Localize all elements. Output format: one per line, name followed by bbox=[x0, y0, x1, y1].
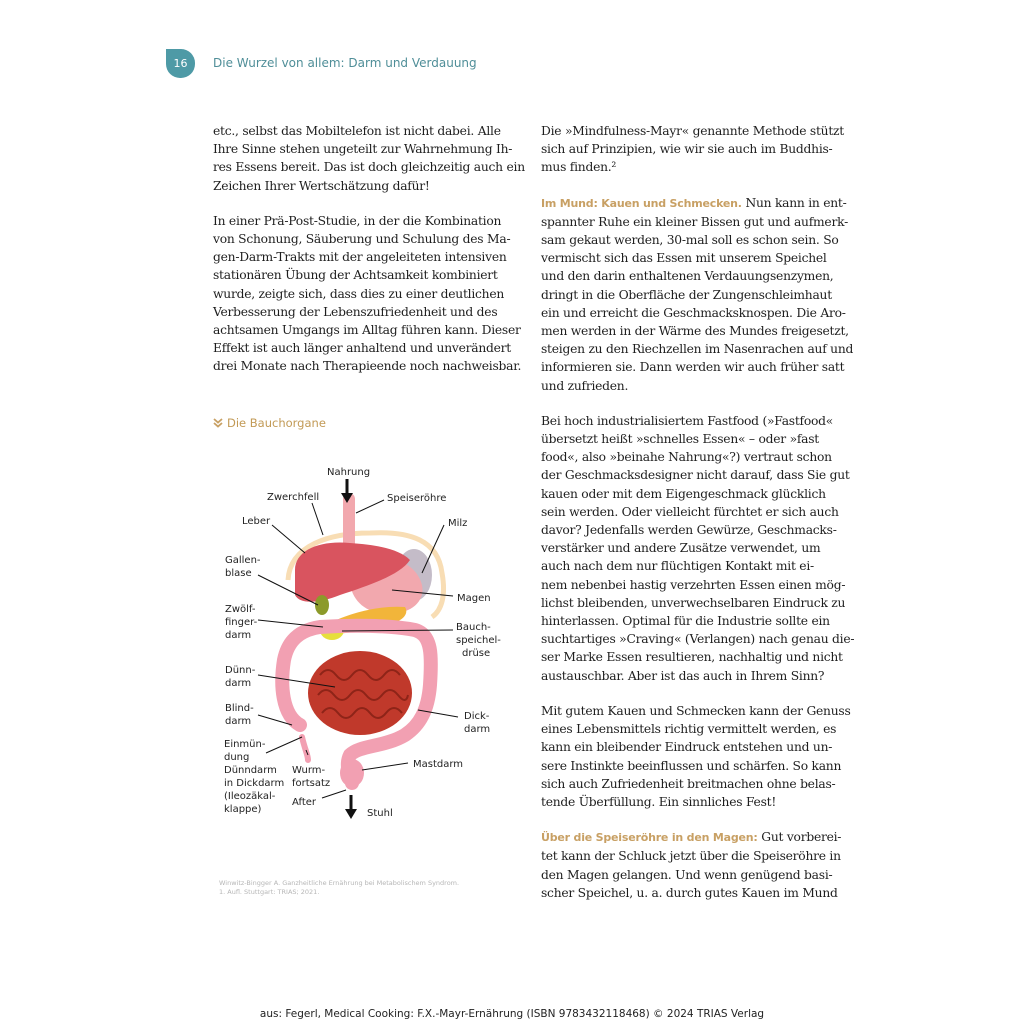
text-fragment: Nun kann in ent- bbox=[741, 195, 847, 210]
paragraph bbox=[541, 122, 844, 177]
text-fragment: Gut vorberei- bbox=[757, 830, 842, 845]
digestive-organs-illustration bbox=[210, 455, 510, 830]
label-duenndarm: darm bbox=[225, 678, 252, 689]
text-line: austauschbar. Aber ist das auch in Ihrem Sinn? bbox=[541, 668, 825, 683]
text-line: mus finden.² bbox=[541, 160, 617, 175]
text-line: davor? Jedenfalls werden Gewürze, Geschmacks- bbox=[541, 523, 837, 538]
label-nahrung: Nahrung bbox=[327, 467, 371, 478]
chevron-double-down-icon bbox=[213, 418, 223, 428]
text-line: achtsamen Umgangs im Alltag führen kann. Dieser bbox=[213, 323, 521, 338]
text-line: der Geschmacksdesigner nicht darauf, dass Sie gut bbox=[541, 468, 850, 483]
text-line: ser Marke Essen resultieren, nachhaltig und nicht bbox=[541, 650, 843, 665]
label-einmuendung: Dünndarm bbox=[224, 765, 277, 776]
text-line: sere Instinkte beeinflussen und schärfen. So kann bbox=[541, 758, 842, 773]
text-line: vermischt sich das Essen mit unserem Speichel bbox=[541, 251, 827, 266]
right-column bbox=[541, 122, 855, 919]
section-heading: Im Mund: Kauen und Schmecken. bbox=[541, 196, 742, 210]
label-einmuendung: in Dickdarm bbox=[224, 778, 285, 789]
text-line: Verbesserung der Lebenszufriedenheit und des bbox=[213, 304, 498, 319]
text-line: wurde, zeigte sich, dass dies zu einer deutlichen bbox=[213, 286, 505, 301]
label-zwoelffingerdarm: finger- bbox=[225, 617, 258, 628]
label-after: After bbox=[292, 797, 317, 808]
text-line: tende Überfüllung. Ein sinnliches Fest! bbox=[541, 794, 777, 809]
text-line bbox=[541, 194, 847, 213]
text-line: res Essens bereit. Das ist doch gleichzeitig auch ein bbox=[213, 160, 525, 175]
figure-credit bbox=[219, 879, 459, 897]
text-line: Mit gutem Kauen und Schmecken kann der Genuss bbox=[541, 703, 851, 718]
credit-line: 1. Aufl. Stuttgart: TRIAS; 2021. bbox=[219, 888, 320, 896]
label-blinddarm: Blind- bbox=[225, 703, 254, 714]
label-dickdarm: Dick- bbox=[464, 711, 490, 722]
text-line bbox=[541, 828, 842, 847]
figure-title bbox=[213, 416, 326, 430]
text-line: Die »Mindfulness-Mayr« genannte Methode stützt bbox=[541, 124, 844, 138]
text-line: Effekt ist auch länger anhaltend und unverändert bbox=[213, 341, 511, 356]
text-line: steigen zu den Riechzellen im Nasenrachen auf und bbox=[541, 342, 854, 357]
text-line: informieren sie. Dann werden wir auch früher satt bbox=[541, 360, 845, 375]
running-title: Die Wurzel von allem: Darm und Verdauung bbox=[213, 56, 477, 70]
text-line: spannter Ruhe ein kleiner Bissen gut und aufmerk- bbox=[541, 214, 848, 229]
figure-title-text: Die Bauchorgane bbox=[227, 416, 326, 430]
label-einmuendung: dung bbox=[224, 752, 250, 763]
label-magen: Magen bbox=[457, 593, 491, 604]
text-line: food«, also »beinahe Nahrung«?) vertraut schon bbox=[541, 450, 832, 465]
text-line: scher Speichel, u. a. durch gutes Kauen im Mund bbox=[541, 885, 838, 900]
label-leber: Leber bbox=[242, 516, 271, 527]
text-line: sich auf Prinzipien, wie wir sie auch im Buddhis- bbox=[541, 142, 833, 157]
label-zwerchfell: Zwerchfell bbox=[267, 492, 320, 503]
text-line: kann ein bleibender Eindruck entstehen und un- bbox=[541, 740, 833, 755]
left-column bbox=[213, 122, 525, 393]
text-line: sein werden. Oder vielleicht fürchtet er sich auch bbox=[541, 504, 839, 519]
text-line: verstärker und andere Zusätze verwendet, um bbox=[541, 541, 821, 556]
label-einmuendung: (Ileozäkal- bbox=[224, 791, 276, 802]
text-line: tet kann der Schluck jetzt über die Speiseröhre in bbox=[541, 849, 841, 864]
arrow-down-icon bbox=[345, 809, 357, 819]
text-line: drei Monate nach Therapieende noch nachweisbar. bbox=[213, 359, 522, 374]
credit-line: Winwitz-Bingger A. Ganzheitliche Ernährung bei Metabolischem Syndrom. bbox=[219, 879, 460, 887]
text-line: stationären Übung der Achtsamkeit kombiniert bbox=[213, 268, 498, 283]
text-line: Bei hoch industrialisiertem Fastfood (»Fastfood« bbox=[541, 413, 834, 428]
text-line: lichst bleibenden, unverwechselbaren Eindruck zu bbox=[541, 595, 846, 610]
copyright-footer: aus: Fegerl, Medical Cooking: F.X.-Mayr-Ernährung (ISBN 9783432118468) © 2024 TRIAS Verlag bbox=[259, 1008, 765, 1020]
text-line: men werden in der Wärme des Mundes freigesetzt, bbox=[541, 324, 849, 339]
label-wurmfortsatz: Wurm- bbox=[292, 765, 326, 776]
label-dickdarm: darm bbox=[464, 724, 491, 735]
label-bauchspeicheldruese: speichel- bbox=[456, 635, 501, 646]
paragraph bbox=[541, 702, 851, 811]
paragraph bbox=[213, 122, 525, 195]
text-line: ein und erreicht die Geschmacksknospen. Die Aro- bbox=[541, 305, 846, 320]
label-gallenblase: Gallen- bbox=[225, 555, 261, 566]
text-line: sich auch Zufriedenheit breitmachen ohne belas- bbox=[541, 776, 836, 791]
text-line: von Schonung, Säuberung und Schulung des Ma- bbox=[213, 232, 511, 247]
label-duenndarm: Dünn- bbox=[225, 665, 256, 676]
text-line: hinterlassen. Optimal für die Industrie sollte ein bbox=[541, 614, 830, 629]
label-einmuendung: klappe) bbox=[224, 804, 262, 815]
label-milz: Milz bbox=[448, 518, 468, 529]
text-line: kauen oder mit dem Eigengeschmack glücklich bbox=[541, 486, 826, 501]
text-line: und den darin enthaltenen Verdauungsenzymen, bbox=[541, 269, 834, 284]
label-speiseroehre: Speiseröhre bbox=[387, 493, 447, 504]
paragraph bbox=[541, 412, 855, 685]
text-line: etc., selbst das Mobiltelefon ist nicht dabei. Alle bbox=[213, 124, 501, 138]
label-einmuendung: Einmün- bbox=[224, 739, 266, 750]
rectum bbox=[340, 759, 364, 787]
label-bauchspeicheldruese: Bauch- bbox=[456, 622, 491, 633]
text-line: suchtartiges »Craving« (Verlangen) nach genau die- bbox=[541, 632, 855, 647]
text-line: übersetzt heißt »schnelles Essen« – oder »fast bbox=[541, 432, 819, 447]
text-line: Ihre Sinne stehen ungeteilt zur Wahrnehmung Ih- bbox=[213, 142, 513, 157]
label-gallenblase: blase bbox=[225, 568, 252, 579]
label-bauchspeicheldruese: drüse bbox=[462, 648, 491, 659]
page-number: 16 bbox=[173, 57, 188, 70]
label-stuhl: Stuhl bbox=[367, 808, 393, 819]
section-heading: Über die Speiseröhre in den Magen: bbox=[541, 831, 758, 845]
text-line: sam gekaut werden, 30-mal soll es schon sein. So bbox=[541, 233, 839, 248]
label-zwoelffingerdarm: Zwölf- bbox=[225, 604, 256, 615]
label-mastdarm: Mastdarm bbox=[413, 759, 464, 770]
text-line: In einer Prä-Post-Studie, in der die Kombination bbox=[213, 213, 502, 228]
text-line: gen-Darm-Trakts mit der angeleiteten intensiven bbox=[213, 250, 507, 265]
text-line: dringt in die Oberfläche der Zungenschleimhaut bbox=[541, 287, 832, 302]
text-line: nem nebenbei hastig verzehrten Essen einen mög- bbox=[541, 577, 846, 592]
label-wurmfortsatz: fortsatz bbox=[292, 778, 331, 789]
text-line: und zufrieden. bbox=[541, 378, 629, 393]
text-line: auch nach dem nur flüchtigen Kontakt mit ei- bbox=[541, 559, 814, 574]
paragraph bbox=[213, 212, 522, 376]
label-zwoelffingerdarm: darm bbox=[225, 630, 252, 641]
text-line: Zeichen Ihrer Wertschätzung dafür! bbox=[213, 178, 430, 193]
paragraph bbox=[541, 194, 854, 395]
text-line: eines Lebensmittels richtig vermittelt werden, es bbox=[541, 722, 837, 737]
label-blinddarm: darm bbox=[225, 716, 252, 727]
paragraph bbox=[541, 828, 842, 902]
page-number-badge bbox=[166, 49, 195, 78]
text-line: den Magen gelangen. Und wenn genügend basi- bbox=[541, 867, 833, 882]
appendix bbox=[302, 737, 308, 760]
